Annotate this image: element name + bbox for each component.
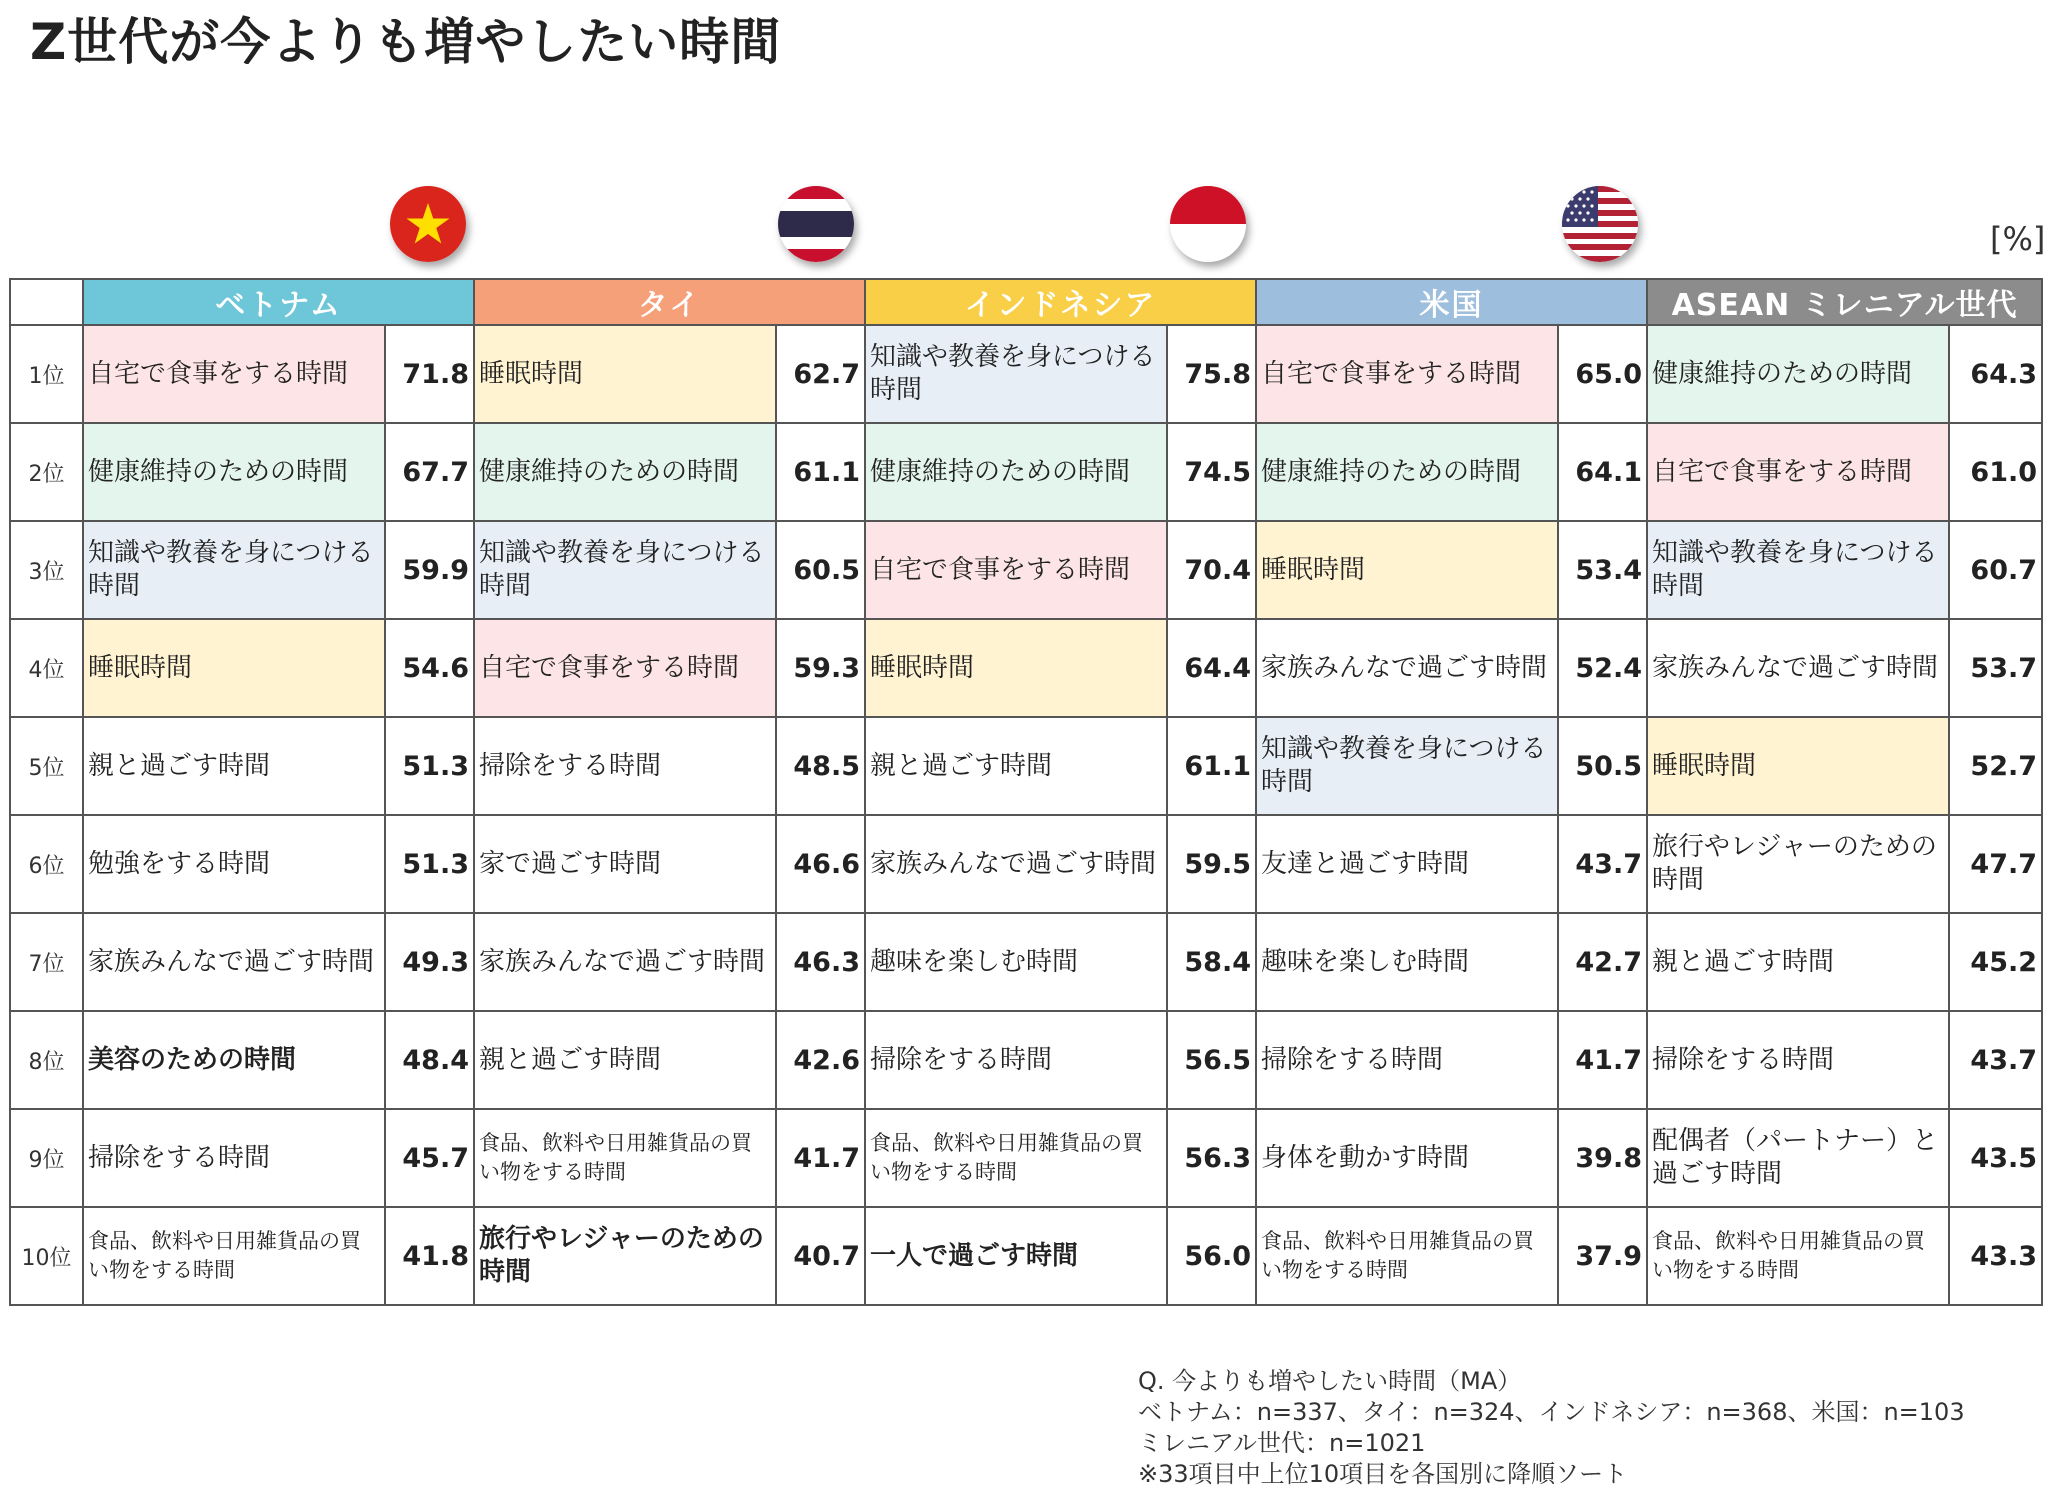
item-cell: 睡眠時間: [1256, 521, 1558, 619]
note-sort-method: ※33項目中上位10項目を各国別に降順ソート: [1138, 1460, 1628, 1488]
value-cell: 41.8: [385, 1207, 474, 1305]
page-title: Z世代が今よりも増やしたい時間: [30, 13, 782, 71]
item-cell: 一人で過ごす時間: [865, 1207, 1167, 1305]
item-cell: 掃除をする時間: [83, 1109, 385, 1207]
item-cell: 知識や教養を身につける時間: [1256, 717, 1558, 815]
value-cell: 64.1: [1558, 423, 1647, 521]
rank-label: 7位: [10, 913, 83, 1011]
item-cell: 睡眠時間: [1647, 717, 1949, 815]
value-cell: 48.5: [776, 717, 865, 815]
value-cell: 65.0: [1558, 325, 1647, 423]
item-cell: 家族みんなで過ごす時間: [1256, 619, 1558, 717]
table-row: [10, 1109, 2042, 1207]
value-cell: 60.7: [1949, 521, 2042, 619]
item-cell: 自宅で食事をする時間: [865, 521, 1167, 619]
item-cell: 家族みんなで過ごす時間: [865, 815, 1167, 913]
value-cell: 58.4: [1167, 913, 1256, 1011]
value-cell: 51.3: [385, 815, 474, 913]
item-cell: 知識や教養を身につける時間: [474, 521, 776, 619]
item-cell: 自宅で食事をする時間: [1647, 423, 1949, 521]
value-cell: 52.4: [1558, 619, 1647, 717]
table-row: [10, 325, 2042, 423]
item-cell: 睡眠時間: [474, 325, 776, 423]
item-cell: 知識や教養を身につける時間: [83, 521, 385, 619]
item-cell: 食品、飲料や日用雑貨品の買い物をする時間: [474, 1109, 776, 1207]
rank-label: 6位: [10, 815, 83, 913]
value-cell: 64.4: [1167, 619, 1256, 717]
value-cell: 39.8: [1558, 1109, 1647, 1207]
rank-label: 9位: [10, 1109, 83, 1207]
item-cell: 美容のための時間: [83, 1011, 385, 1109]
value-cell: 67.7: [385, 423, 474, 521]
item-cell: 旅行やレジャーのための時間: [474, 1207, 776, 1305]
survey-notes: [1138, 1366, 1965, 1490]
item-cell: 自宅で食事をする時間: [474, 619, 776, 717]
table-row: [10, 619, 2042, 717]
value-cell: 40.7: [776, 1207, 865, 1305]
item-cell: 家で過ごす時間: [474, 815, 776, 913]
value-cell: 43.7: [1949, 1011, 2042, 1109]
value-cell: 59.9: [385, 521, 474, 619]
header-indonesia: インドネシア: [865, 279, 1256, 325]
value-cell: 43.5: [1949, 1109, 2042, 1207]
item-cell: 睡眠時間: [83, 619, 385, 717]
item-cell: 自宅で食事をする時間: [83, 325, 385, 423]
rank-label: 8位: [10, 1011, 83, 1109]
item-cell: 睡眠時間: [865, 619, 1167, 717]
value-cell: 49.3: [385, 913, 474, 1011]
value-cell: 52.7: [1949, 717, 2042, 815]
item-cell: 掃除をする時間: [1256, 1011, 1558, 1109]
item-cell: 食品、飲料や日用雑貨品の買い物をする時間: [83, 1207, 385, 1305]
value-cell: 59.5: [1167, 815, 1256, 913]
value-cell: 59.3: [776, 619, 865, 717]
value-cell: 51.3: [385, 717, 474, 815]
item-cell: 旅行やレジャーのための時間: [1647, 815, 1949, 913]
unit-label: [%]: [1990, 220, 2046, 258]
rank-label: 4位: [10, 619, 83, 717]
indonesia-flag-icon: [1170, 186, 1246, 262]
table-row: [10, 521, 2042, 619]
value-cell: 46.3: [776, 913, 865, 1011]
vietnam-flag-icon: [390, 186, 466, 262]
value-cell: 43.3: [1949, 1207, 2042, 1305]
value-cell: 45.2: [1949, 913, 2042, 1011]
item-cell: 掃除をする時間: [1647, 1011, 1949, 1109]
item-cell: 親と過ごす時間: [474, 1011, 776, 1109]
value-cell: 71.8: [385, 325, 474, 423]
value-cell: 48.4: [385, 1011, 474, 1109]
item-cell: 配偶者（パートナー）と過ごす時間: [1647, 1109, 1949, 1207]
value-cell: 53.4: [1558, 521, 1647, 619]
value-cell: 37.9: [1558, 1207, 1647, 1305]
table-row: [10, 423, 2042, 521]
item-cell: 身体を動かす時間: [1256, 1109, 1558, 1207]
item-cell: 健康維持のための時間: [865, 423, 1167, 521]
header-asean-millennials: ASEAN ミレニアル世代: [1647, 279, 2042, 325]
value-cell: 42.6: [776, 1011, 865, 1109]
value-cell: 53.7: [1949, 619, 2042, 717]
note-question: Q. 今よりも増やしたい時間（MA）: [1138, 1367, 1522, 1395]
value-cell: 56.3: [1167, 1109, 1256, 1207]
rank-label: 1位: [10, 325, 83, 423]
header-vietnam: ベトナム: [83, 279, 474, 325]
usa-flag-icon: [1562, 186, 1638, 262]
item-cell: 掃除をする時間: [474, 717, 776, 815]
value-cell: 41.7: [776, 1109, 865, 1207]
value-cell: 74.5: [1167, 423, 1256, 521]
item-cell: 勉強をする時間: [83, 815, 385, 913]
note-sample-sizes: ベトナム：n=337、タイ：n=324、インドネシア：n=368、米国：n=103: [1138, 1398, 1965, 1426]
item-cell: 健康維持のための時間: [1647, 325, 1949, 423]
item-cell: 健康維持のための時間: [474, 423, 776, 521]
value-cell: 60.5: [776, 521, 865, 619]
table-row: [10, 717, 2042, 815]
value-cell: 62.7: [776, 325, 865, 423]
item-cell: 健康維持のための時間: [1256, 423, 1558, 521]
value-cell: 61.0: [1949, 423, 2042, 521]
value-cell: 64.3: [1949, 325, 2042, 423]
value-cell: 50.5: [1558, 717, 1647, 815]
item-cell: 趣味を楽しむ時間: [1256, 913, 1558, 1011]
item-cell: 知識や教養を身につける時間: [865, 325, 1167, 423]
item-cell: 食品、飲料や日用雑貨品の買い物をする時間: [1256, 1207, 1558, 1305]
value-cell: 41.7: [1558, 1011, 1647, 1109]
value-cell: 42.7: [1558, 913, 1647, 1011]
header-usa: 米国: [1256, 279, 1647, 325]
value-cell: 75.8: [1167, 325, 1256, 423]
value-cell: 56.0: [1167, 1207, 1256, 1305]
table-row: [10, 1207, 2042, 1305]
item-cell: 掃除をする時間: [865, 1011, 1167, 1109]
item-cell: 健康維持のための時間: [83, 423, 385, 521]
header-thailand: タイ: [474, 279, 865, 325]
table-row: [10, 1011, 2042, 1109]
rank-label: 3位: [10, 521, 83, 619]
item-cell: 親と過ごす時間: [83, 717, 385, 815]
rank-label: 5位: [10, 717, 83, 815]
value-cell: 43.7: [1558, 815, 1647, 913]
note-millennial-sample: ミレニアル世代：n=1021: [1138, 1429, 1426, 1457]
item-cell: 親と過ごす時間: [865, 717, 1167, 815]
item-cell: 食品、飲料や日用雑貨品の買い物をする時間: [865, 1109, 1167, 1207]
value-cell: 70.4: [1167, 521, 1256, 619]
item-cell: 家族みんなで過ごす時間: [474, 913, 776, 1011]
header-row: [10, 279, 2042, 325]
value-cell: 61.1: [776, 423, 865, 521]
table-row: [10, 815, 2042, 913]
item-cell: 食品、飲料や日用雑貨品の買い物をする時間: [1647, 1207, 1949, 1305]
item-cell: 親と過ごす時間: [1647, 913, 1949, 1011]
value-cell: 56.5: [1167, 1011, 1256, 1109]
value-cell: 47.7: [1949, 815, 2042, 913]
value-cell: 61.1: [1167, 717, 1256, 815]
value-cell: 54.6: [385, 619, 474, 717]
header-blank: [10, 279, 83, 325]
item-cell: 友達と過ごす時間: [1256, 815, 1558, 913]
rank-label: 10位: [10, 1207, 83, 1305]
item-cell: 家族みんなで過ごす時間: [83, 913, 385, 1011]
item-cell: 知識や教養を身につける時間: [1647, 521, 1949, 619]
item-cell: 自宅で食事をする時間: [1256, 325, 1558, 423]
item-cell: 家族みんなで過ごす時間: [1647, 619, 1949, 717]
item-cell: 趣味を楽しむ時間: [865, 913, 1167, 1011]
ranking-table: [9, 278, 2043, 1306]
value-cell: 45.7: [385, 1109, 474, 1207]
rank-label: 2位: [10, 423, 83, 521]
table-row: [10, 913, 2042, 1011]
thailand-flag-icon: [778, 186, 854, 262]
value-cell: 46.6: [776, 815, 865, 913]
